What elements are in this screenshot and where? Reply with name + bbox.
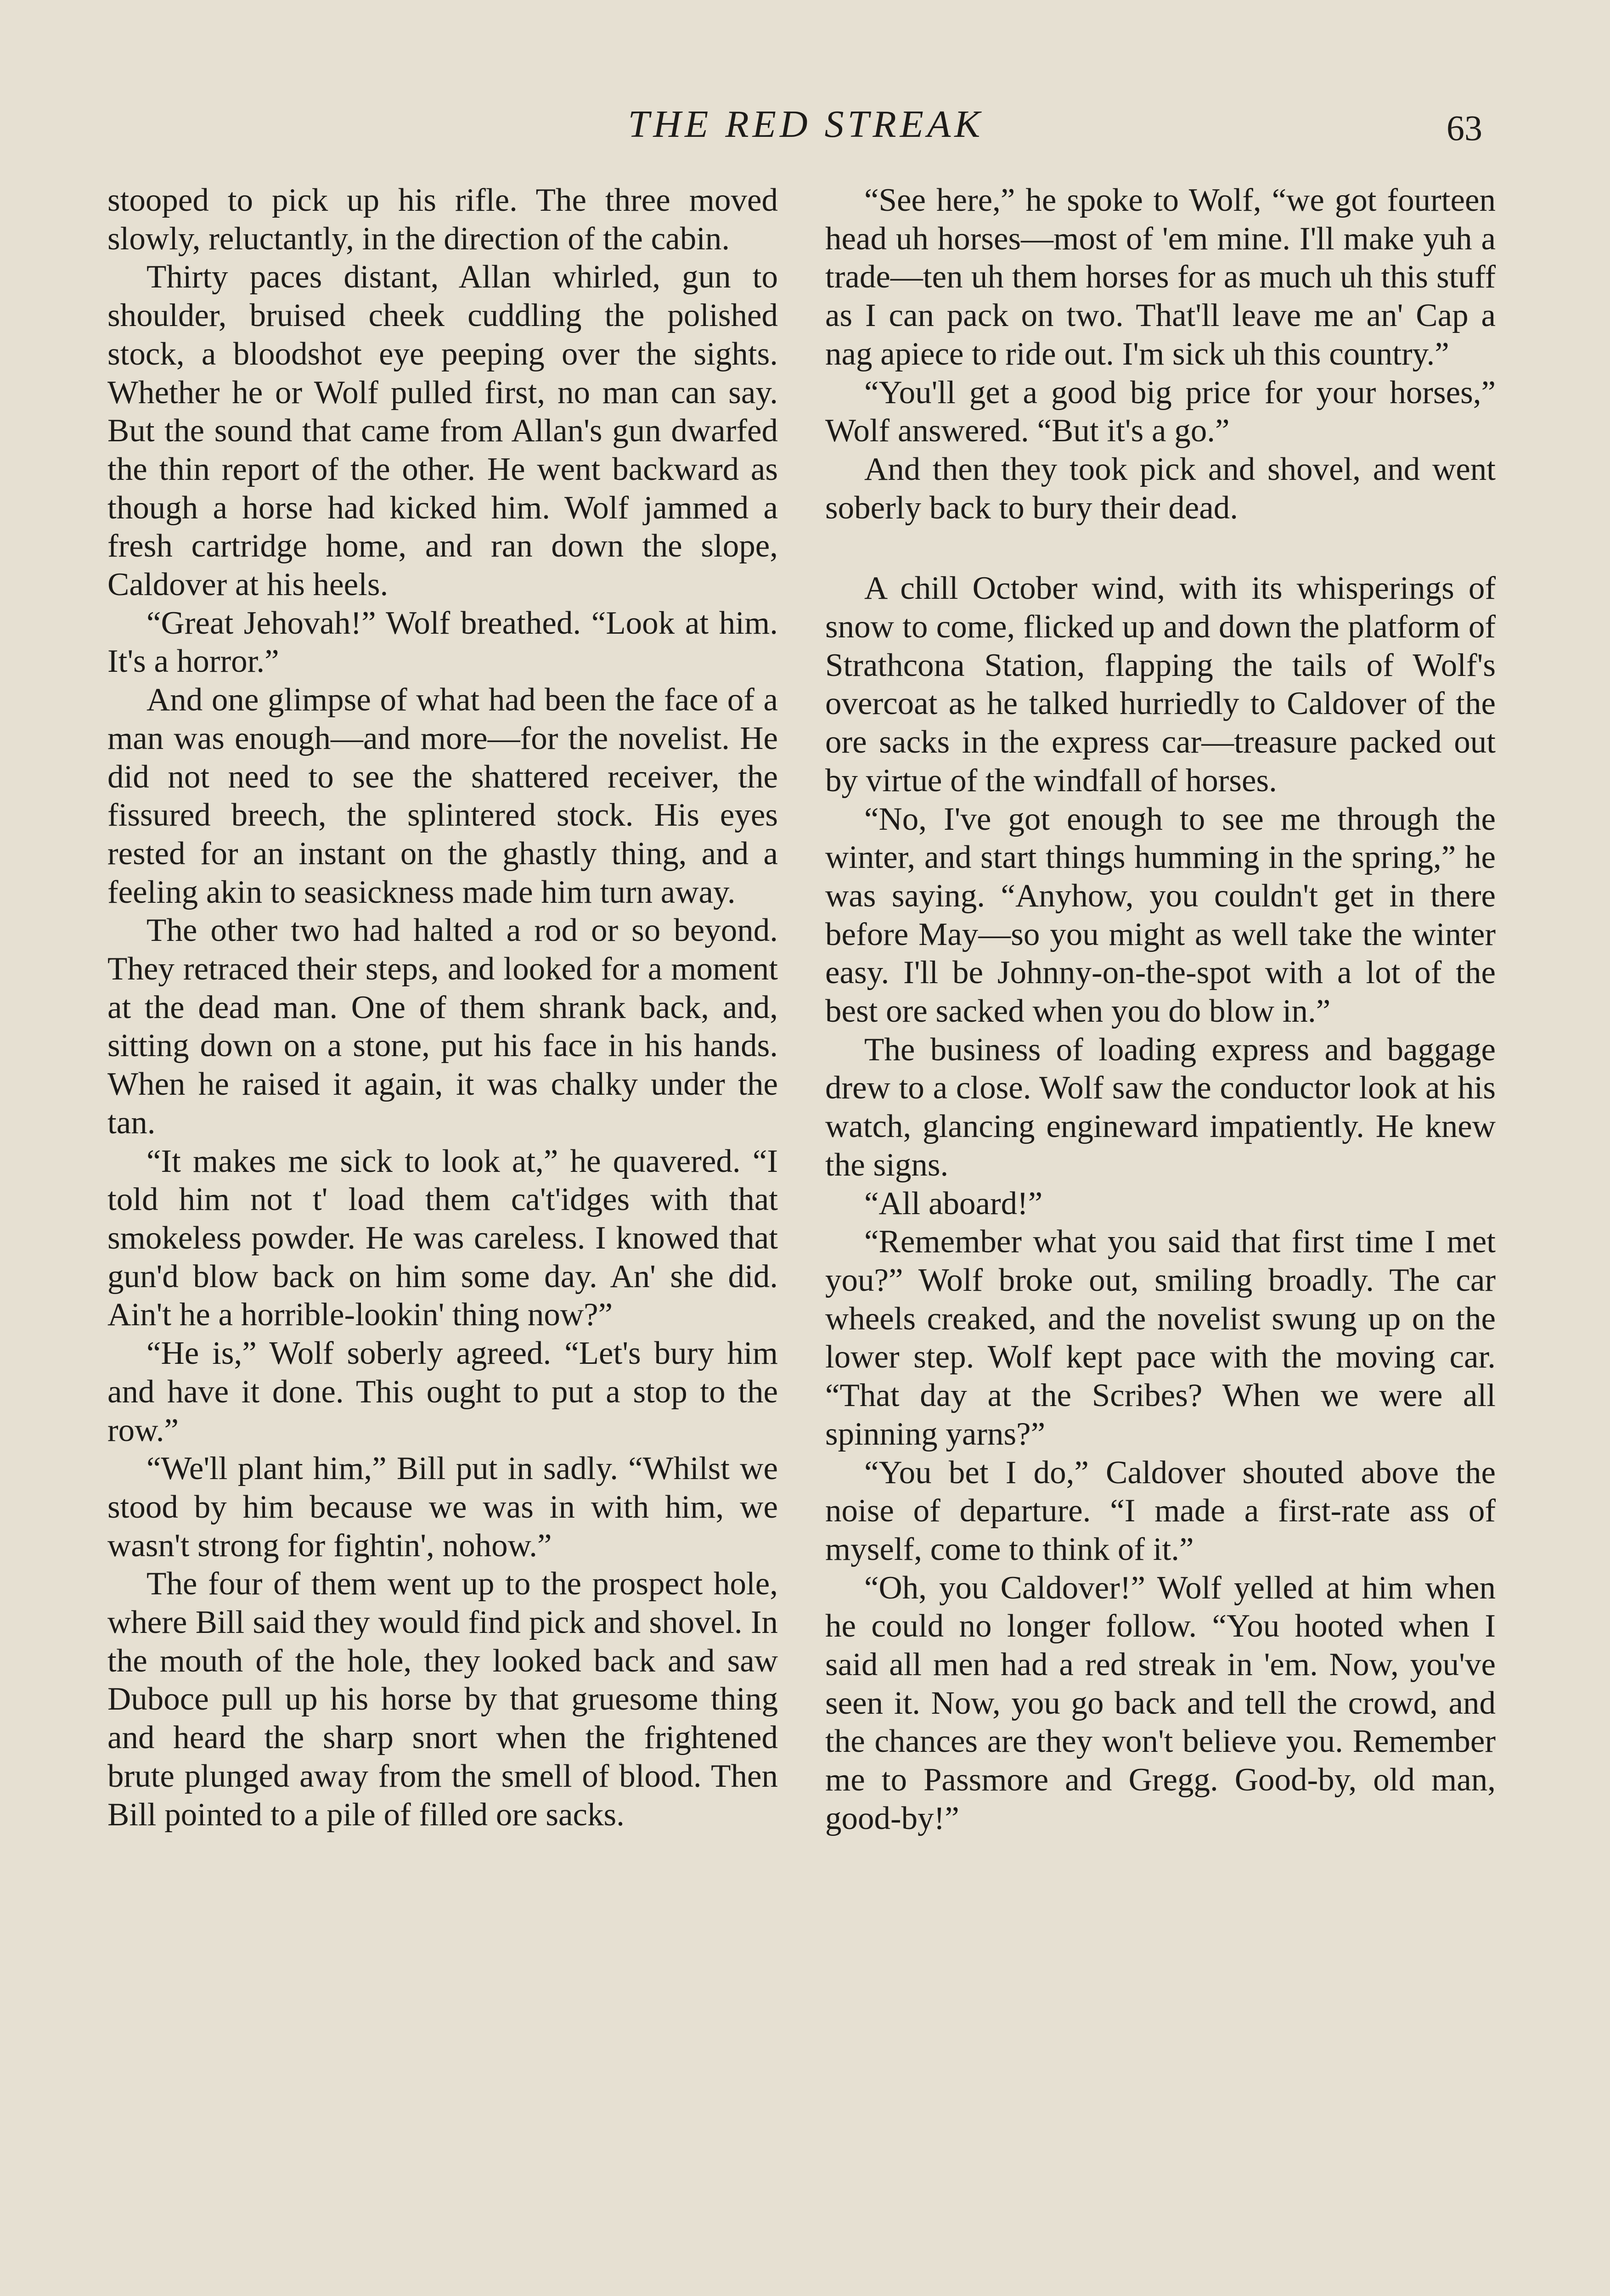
- paragraph: “All aboard!”: [864, 1185, 1043, 1221]
- paragraph: “You bet I do,” Caldover shouted above the noise of departure. “I made a first-rate ass of myself, come to think of it.”: [825, 1454, 1496, 1567]
- paragraph: “Oh, you Caldover!” Wolf yelled at him when he could no longer follow. “You hooted when I said all men had a red streak in 'em. Now, you've seen it. Now, you go back and tell the crowd, and the chances are they won't believe you. Remember me to Passmore and Gregg. Good-by, old man, good-by!”: [825, 1570, 1496, 1836]
- right-column: [825, 181, 1496, 2296]
- paragraph: The four of them went up to the prospect hole, where Bill said they would find pick and shovel. In the mouth of the hole, they looked back and saw Duboce pull up his horse by that gruesome thing and heard the sharp snort when the frightened brute plunged away from the smell of blood. Then Bill pointed to a pile of filled ore sacks.: [107, 1566, 778, 1833]
- paragraph: “Great Jehovah!” Wolf breathed. “Look at him. It's a horror.”: [107, 605, 778, 680]
- running-header: [0, 102, 1610, 157]
- paragraph: “He is,” Wolf soberly agreed. “Let's bury him and have it done. This ought to put a stop to the row.”: [107, 1335, 778, 1448]
- paragraph: “It makes me sick to look at,” he quavered. “I told him not t' load them ca't'idges with that smokeless powder. He was careless. I knowed that gun'd blow back on him some day. An' she did. Ain't he a horrible-lookin' thing now?”: [107, 1143, 778, 1333]
- section-break: [825, 527, 1496, 569]
- paragraph: The other two had halted a rod or so beyond. They retraced their steps, and looked for a moment at the dead man. One of them shrank back, and, sitting down on a stone, put his face in his hands. When he raised it again, it was chalky under the tan.: [107, 912, 778, 1141]
- paragraph: stooped to pick up his rifle. The three moved slowly, reluctantly, in the direction of the cabin.: [107, 182, 778, 257]
- page-number: 63: [1447, 108, 1482, 148]
- paragraph: A chill October wind, with its whisperings of snow to come, flicked up and down the platform of Strathcona Station, flapping the tails of Wolf's overcoat as he talked hurriedly to Caldover of the ore sacks in the express car—treasure packed out by virtue of the windfall of horses.: [825, 570, 1496, 799]
- running-title: THE RED STREAK: [628, 103, 984, 146]
- paragraph: “We'll plant him,” Bill put in sadly. “Whilst we stood by him because we was in with him, we wasn't strong for fightin', nohow.”: [107, 1451, 778, 1564]
- paragraph: “See here,” he spoke to Wolf, “we got fourteen head uh horses—most of 'em mine. I'll make yuh a trade—ten uh them horses for as much uh this stuff as I can pack on two. That'll leave me an' Cap a nag apiece to ride out. I'm sick uh this country.”: [825, 182, 1496, 372]
- paragraph: The business of loading express and baggage drew to a close. Wolf saw the conductor look at his watch, glancing engineward impatiently. He knew the signs.: [825, 1031, 1496, 1183]
- paragraph: “You'll get a good big price for your horses,” Wolf answered. “But it's a go.”: [825, 374, 1496, 449]
- paragraph: Thirty paces distant, Allan whirled, gun to shoulder, bruised cheek cuddling the polished stock, a bloodshot eye peeping over the sights. Whether he or Wolf pulled first, no man can say. But the sound that came from Allan's gun dwarfed the thin report of the other. He went backward as though a horse had kicked him. Wolf jammed a fresh cartridge home, and ran down the slope, Caldover at his heels.: [107, 259, 778, 603]
- left-column: [107, 181, 778, 2296]
- paragraph: And then they took pick and shovel, and went soberly back to bury their dead.: [825, 451, 1496, 526]
- paragraph: “No, I've got enough to see me through the winter, and start things humming in the spring,” he was saying. “Anyhow, you couldn't get in there before May—so you might as well take the winter easy. I'll be Johnny-on-the-spot with a lot of the best ore sacked when you do blow in.”: [825, 801, 1496, 1030]
- paragraph: “Remember what you said that first time I met you?” Wolf broke out, smiling broadly. The car wheels creaked, and the novelist swung up on the lower step. Wolf kept pace with the moving car. “That day at the Scribes? When we were all spinning yarns?”: [825, 1224, 1496, 1452]
- paragraph: And one glimpse of what had been the face of a man was enough—and more—for the novelist. He did not need to see the shattered receiver, the fissured breech, the splintered stock. His eyes rested for an instant on the ghastly thing, and a feeling akin to seasickness made him turn away.: [107, 682, 778, 910]
